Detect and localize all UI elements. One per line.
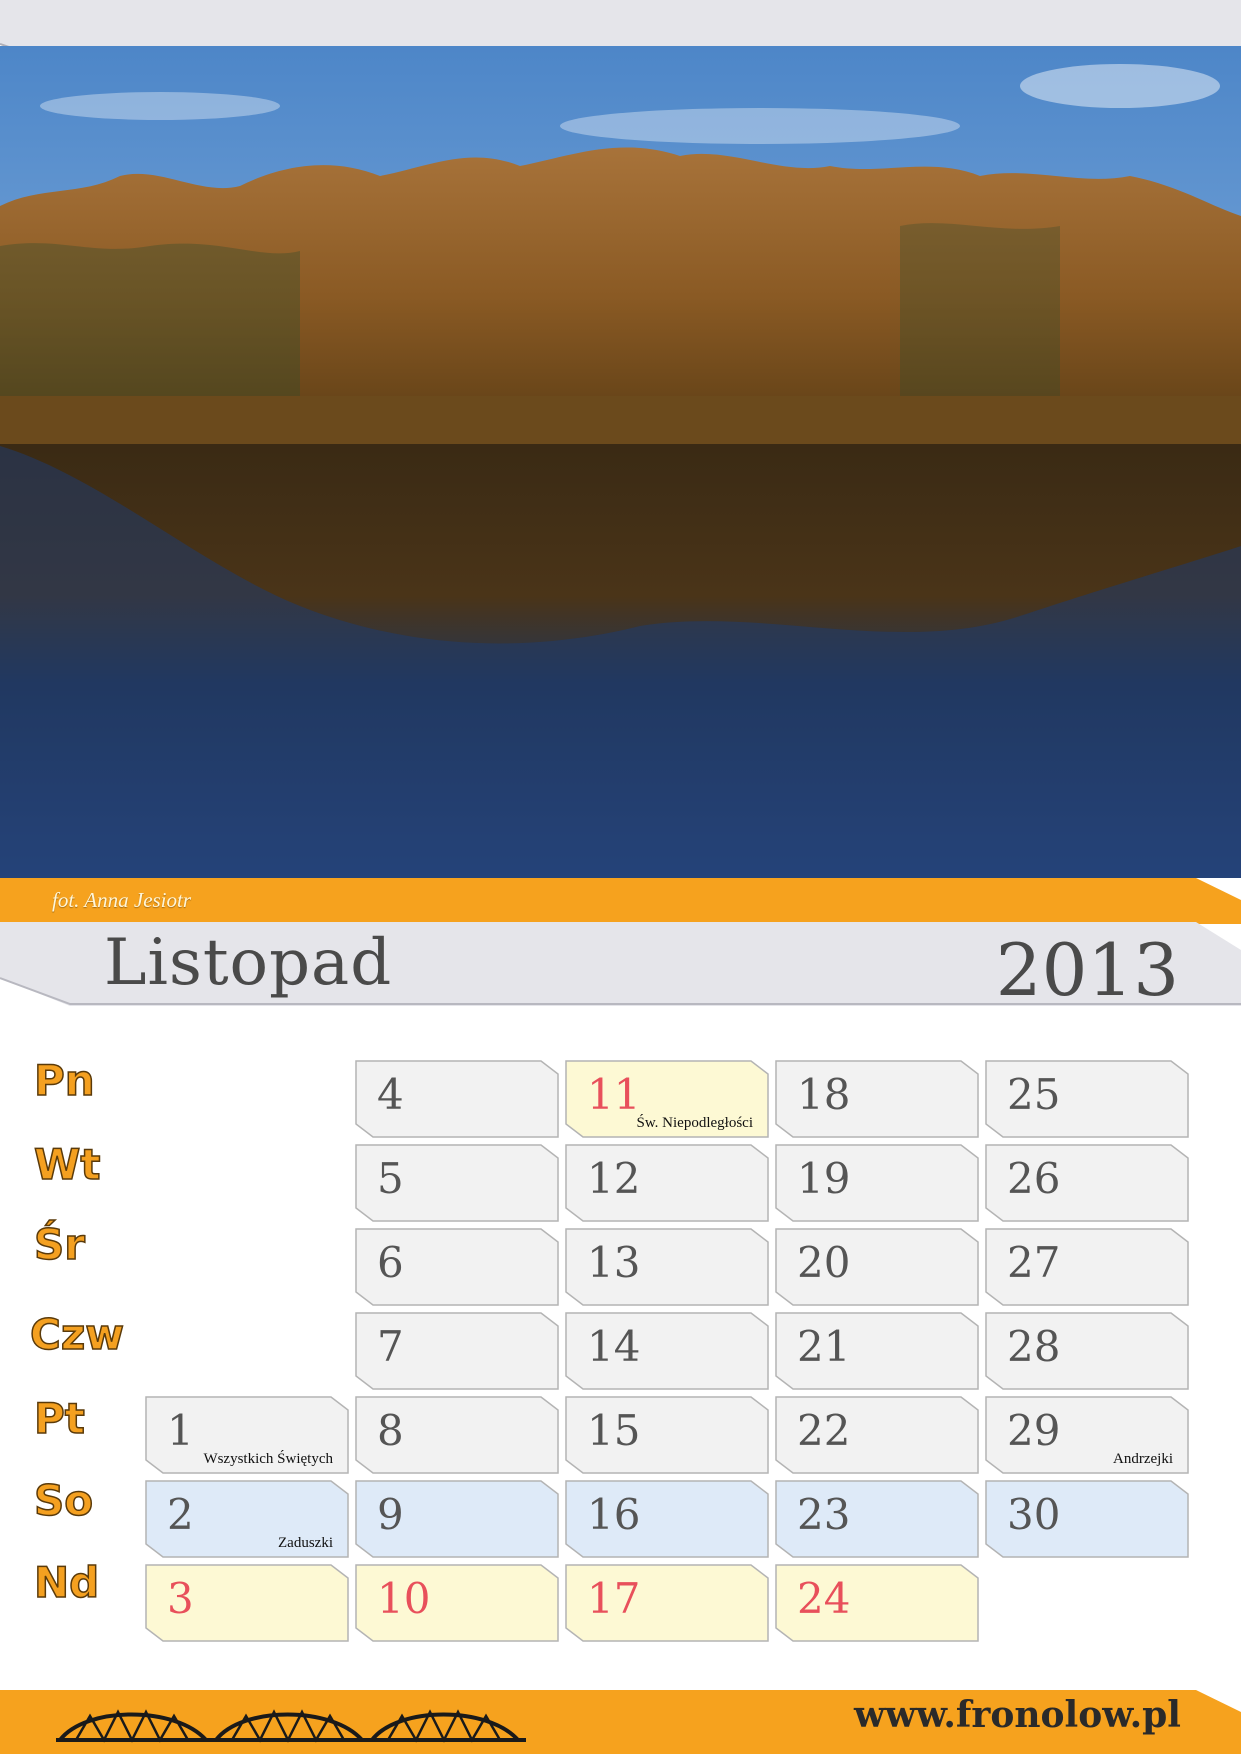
month-title: Listopad <box>104 926 393 1000</box>
day-cell[interactable] <box>985 1312 1189 1390</box>
day-cell[interactable] <box>775 1564 979 1642</box>
day-number: 21 <box>797 1322 851 1371</box>
day-cell[interactable] <box>355 1312 559 1390</box>
day-cell[interactable] <box>355 1228 559 1306</box>
day-cell[interactable] <box>775 1396 979 1474</box>
day-number: 22 <box>797 1406 851 1455</box>
day-number: 27 <box>1007 1238 1061 1287</box>
day-number: 1 <box>167 1406 194 1455</box>
day-number: 28 <box>1007 1322 1061 1371</box>
weekday-label-tue: Wt <box>34 1140 101 1189</box>
day-cell[interactable] <box>565 1396 769 1474</box>
day-cell[interactable] <box>145 1564 349 1642</box>
bridge-logo <box>56 1700 526 1746</box>
photo-credit: fot. Anna Jesiotr <box>52 888 192 912</box>
day-cell[interactable] <box>985 1060 1189 1138</box>
holiday-note: Wszystkich Świętych <box>203 1451 333 1467</box>
day-cell[interactable] <box>775 1480 979 1558</box>
day-cell[interactable] <box>355 1144 559 1222</box>
weekday-label-wed: Śr <box>34 1220 85 1269</box>
holiday-note: Św. Niepodległości <box>636 1115 753 1131</box>
day-cell[interactable] <box>355 1564 559 1642</box>
day-number: 17 <box>587 1574 641 1623</box>
day-number: 29 <box>1007 1406 1061 1455</box>
holiday-note: Andrzejki <box>1113 1451 1173 1467</box>
day-number: 7 <box>377 1322 404 1371</box>
day-cell[interactable] <box>985 1396 1189 1474</box>
day-number: 15 <box>587 1406 641 1455</box>
day-number: 9 <box>377 1490 404 1539</box>
day-cell[interactable] <box>565 1312 769 1390</box>
day-number: 23 <box>797 1490 851 1539</box>
day-cell[interactable] <box>775 1060 979 1138</box>
day-number: 24 <box>797 1574 851 1623</box>
day-number: 10 <box>377 1574 431 1623</box>
weekday-label-thu: Czw <box>30 1310 125 1359</box>
day-cell[interactable] <box>775 1144 979 1222</box>
footer-url[interactable]: www.fronolow.pl <box>854 1694 1181 1736</box>
day-number: 12 <box>587 1154 641 1203</box>
landscape-photo <box>0 46 1241 878</box>
day-cell[interactable] <box>775 1312 979 1390</box>
day-number: 30 <box>1007 1490 1061 1539</box>
day-cell[interactable] <box>355 1396 559 1474</box>
day-cell[interactable] <box>355 1060 559 1138</box>
year-title: 2013 <box>995 928 1179 1012</box>
day-cell[interactable] <box>985 1144 1189 1222</box>
day-number: 6 <box>377 1238 404 1287</box>
day-number: 19 <box>797 1154 851 1203</box>
day-cell[interactable] <box>985 1480 1189 1558</box>
weekday-label-fri: Pt <box>34 1394 85 1443</box>
holiday-note: Zaduszki <box>278 1535 333 1551</box>
day-number: 14 <box>587 1322 641 1371</box>
day-cell[interactable] <box>775 1228 979 1306</box>
weekday-label-sun: Nd <box>34 1558 100 1607</box>
day-cell[interactable] <box>565 1060 769 1138</box>
day-cell[interactable] <box>355 1480 559 1558</box>
weekday-label-mon: Pn <box>34 1056 95 1105</box>
day-cell[interactable] <box>565 1564 769 1642</box>
day-number: 3 <box>167 1574 194 1623</box>
day-number: 2 <box>167 1490 194 1539</box>
day-number: 5 <box>377 1154 404 1203</box>
day-number: 4 <box>377 1070 404 1119</box>
day-number: 16 <box>587 1490 641 1539</box>
day-cell[interactable] <box>985 1228 1189 1306</box>
day-number: 26 <box>1007 1154 1061 1203</box>
day-number: 20 <box>797 1238 851 1287</box>
day-number: 13 <box>587 1238 641 1287</box>
day-number: 8 <box>377 1406 404 1455</box>
day-cell[interactable] <box>145 1480 349 1558</box>
weekday-label-sat: So <box>34 1476 94 1525</box>
day-cell[interactable] <box>565 1144 769 1222</box>
day-cell[interactable] <box>565 1480 769 1558</box>
day-cell[interactable] <box>565 1228 769 1306</box>
day-number: 18 <box>797 1070 851 1119</box>
day-cell[interactable] <box>145 1396 349 1474</box>
day-number: 11 <box>587 1070 641 1119</box>
day-number: 25 <box>1007 1070 1061 1119</box>
